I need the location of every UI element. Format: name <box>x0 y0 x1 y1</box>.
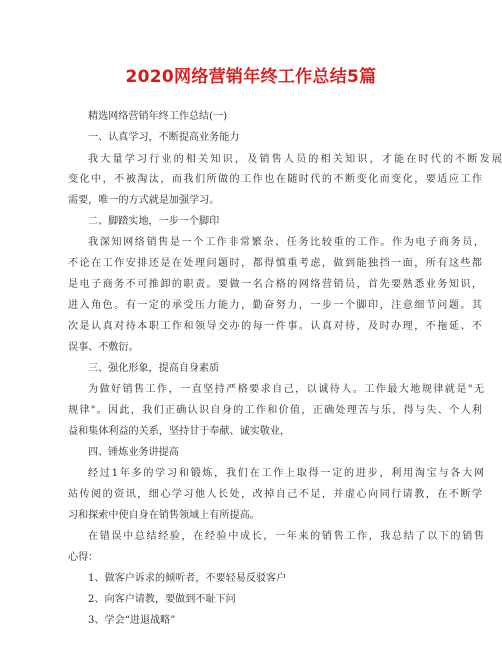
list-item: 2、向客户请教，要做到不耻下问 <box>88 594 236 605</box>
paragraph-line: 我深知网络销售是一个工作非常繁杂、任务比较重的工作。作为电子商务员， <box>88 237 484 248</box>
paragraph-line: 我大量学习行业的相关知识，及销售人员的相关知识，才能在时代的不断发展 <box>88 154 502 165</box>
paragraph-line: 不论在工作安排还是在处理问题时，都得慎重考虑，做到能独挡一面，所有这些都 <box>68 258 482 269</box>
list-item: 3、学会“进退战略” <box>88 615 176 626</box>
section-heading: 三、强化形象，提高自身素质 <box>88 363 220 374</box>
paragraph-line: 误事、不敷衍。 <box>68 342 139 353</box>
paragraph-line: 变化中，不被淘汰，而我们所做的工作也在随时代的不断变化而变化，要适应工作 <box>68 174 482 185</box>
section-heading: 一、认真学习，不断提高业务能力 <box>88 132 240 143</box>
paragraph-line: 习和探索中使自身在销售领域上有所提高。 <box>68 510 260 521</box>
paragraph-line: 益和集体利益的关系，坚持甘于奉献、诚实敬业， <box>68 426 291 437</box>
section-heading: 二、脚踏实地，一步一个脚印 <box>88 216 220 227</box>
paragraph-line: 是电子商务不可推卸的职责。要做一名合格的网络营销员，首先要熟悉业务知识， <box>68 279 482 290</box>
paragraph-line: 次是认真对待本职工作和领导交办的每一件事。认真对待，及时办理，不拖延、不 <box>68 321 482 332</box>
document-title: 2020网络营销年终工作总结5篇 <box>125 67 377 87</box>
paragraph-line: 进入角色。有一定的承受压力能力，勤奋努力，一步一个脚印，注意细节问题。其 <box>68 300 482 311</box>
section-heading: 四、锤炼业务讲提高 <box>88 447 179 458</box>
paragraph-line: 需要，唯一的方式就是加强学习。 <box>68 195 220 206</box>
paragraph-line: 规律"。因此，我们正确认识自身的工作和价值，正确处理苦与乐，得与失、个人利 <box>68 405 482 416</box>
paragraph-line: 心得： <box>68 552 99 563</box>
paragraph-line: 在错误中总结经验，在经验中成长，一年来的销售工作，我总结了以下的销售 <box>88 531 484 542</box>
paragraph-line: 经过1年多的学习和锻炼，我们在工作上取得一定的进步，利用淘宝与各大网 <box>88 468 484 479</box>
list-item: 1、做客户诉求的倾听者，不要轻易反驳客户 <box>88 573 287 584</box>
paragraph-line: 站传阅的资讯，细心学习他人长处，改掉自己不足，并虚心向同行请教，在不断学 <box>68 489 482 500</box>
section-heading: 精选网络营销年终工作总结(一) <box>88 111 228 122</box>
paragraph-line: 为做好销售工作，一直坚持严格要求自己，以诚待人。工作最大地规律就是"无 <box>88 384 484 395</box>
